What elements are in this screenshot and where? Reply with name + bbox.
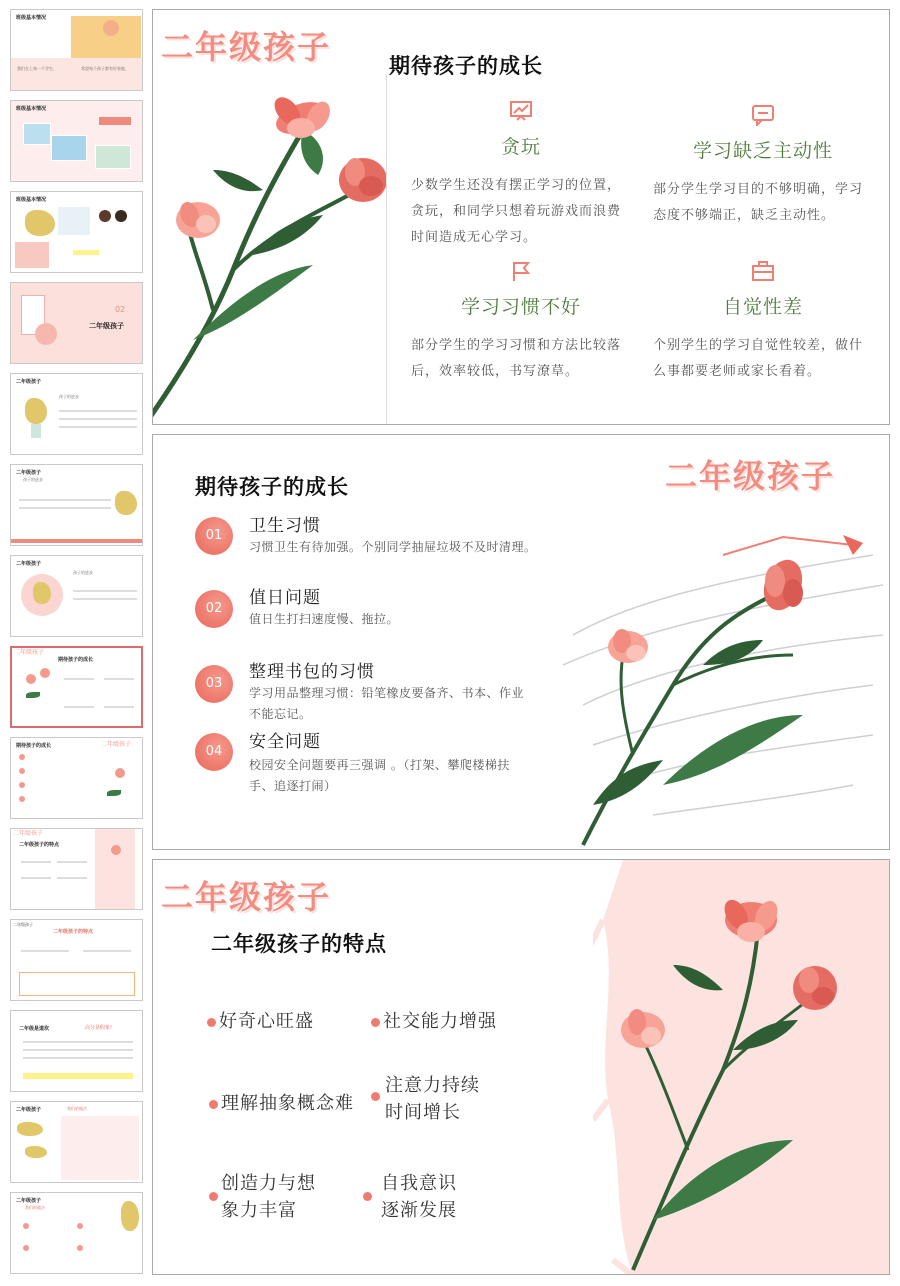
thumb-title: 二年级孩子	[16, 561, 42, 567]
thumb-line	[21, 877, 51, 879]
slide-thumbnail-2[interactable]	[10, 100, 143, 182]
slide-title: 二年级孩子的特点	[211, 932, 387, 956]
thumb-title: 期待孩子的成长	[58, 657, 94, 663]
bullet-dot	[371, 1092, 380, 1101]
item-heading: 贪玩	[500, 136, 541, 158]
trait-item	[219, 1008, 314, 1035]
thumb-subtitle: 孩子的进步	[59, 394, 79, 399]
thumb-flower	[115, 768, 125, 778]
slide-thumbnail-14[interactable]	[10, 1192, 143, 1274]
item-heading: 自觉性差	[722, 296, 803, 318]
item-number-badge: 02	[195, 590, 233, 628]
bullet-dot	[207, 1018, 216, 1027]
thumb-title: 班级基本情况	[16, 197, 47, 203]
thumb-kid	[99, 210, 111, 222]
thumb-flowers	[33, 582, 51, 604]
thumb-kid	[115, 210, 127, 222]
thumb-vine	[25, 1146, 47, 1158]
trait-line: 逐渐发展	[381, 1200, 457, 1221]
thumb-flower	[26, 674, 36, 684]
bullet-dot	[371, 1018, 380, 1027]
thumb-title: 二年级孩子	[16, 470, 42, 476]
brand-title: 二年级孩子	[665, 457, 836, 495]
thumb-vine	[17, 1122, 43, 1136]
thumb-title: 班级基本情况	[16, 15, 47, 21]
trait-item	[383, 1008, 497, 1035]
trait-line: 自我意识	[381, 1173, 457, 1194]
item-heading: 学习习惯不好	[460, 296, 581, 318]
slide-characteristics[interactable]	[152, 859, 890, 1275]
thumb-flowers	[115, 491, 137, 515]
pink-flower-sketch-illustration	[553, 515, 890, 850]
thumb-line	[104, 706, 134, 708]
item-description: 部分学生学习目的不够明确，学习态度不够端正，缺乏主动性。	[653, 182, 864, 223]
thumb-text: 我们在上每一个学生，	[17, 66, 57, 71]
thumb-badge	[99, 117, 131, 125]
slide-thumbnail-12[interactable]	[10, 1010, 143, 1092]
thumb-photo	[95, 145, 131, 169]
item-poor-self-discipline	[653, 260, 873, 385]
thumb-subtitle: 我们的做法	[67, 1106, 87, 1111]
thumb-badge: 高分是假象!	[85, 1025, 113, 1031]
thumb-line	[19, 499, 111, 501]
trait-item	[221, 1170, 316, 1224]
pink-flower-illustration	[153, 70, 388, 425]
thumb-number: 02	[115, 305, 126, 314]
thumb-num	[23, 1245, 29, 1251]
trait-line: 创造力与想	[221, 1173, 316, 1194]
thumb-subtitle: 孩子的进步	[23, 477, 43, 482]
thumb-line	[23, 1041, 133, 1043]
thumb-title: 二年级孩子的特点	[53, 929, 94, 935]
pink-flower-illustration	[593, 870, 890, 1275]
thumb-line	[104, 678, 134, 680]
item-description: 少数学生还没有摆正学习的位置，贪玩，和同学只想着玩游戏而浪费时间造成无心学习。	[411, 178, 622, 245]
thumb-line	[23, 1057, 133, 1059]
thumb-brand: 二年级孩子	[13, 922, 33, 927]
thumb-brush	[95, 829, 135, 910]
slide-thumbnail-4[interactable]	[10, 282, 143, 364]
trait-line: 象力丰富	[221, 1200, 297, 1221]
item-tanwan	[411, 100, 631, 251]
thumb-photo	[23, 123, 51, 145]
thumb-photo	[51, 135, 87, 161]
bullet-dot	[209, 1192, 218, 1201]
thumb-title: 二年级孩子	[16, 1107, 42, 1113]
slide-title: 期待孩子的成长	[389, 54, 543, 78]
trait-item	[221, 1090, 354, 1117]
thumb-figure	[103, 20, 119, 36]
brand-title: 二年级孩子	[161, 28, 332, 66]
thumb-highlight	[23, 1073, 133, 1079]
slide-thumbnail-5[interactable]	[10, 373, 143, 455]
thumb-sunflowers	[25, 210, 55, 236]
slide-thumbnail-7[interactable]	[10, 555, 143, 637]
item-heading: 整理书包的习惯	[249, 662, 375, 682]
item-bad-habits	[411, 260, 631, 385]
thumb-panel	[61, 1116, 139, 1180]
thumb-highlight	[73, 250, 99, 255]
item-heading: 卫生习惯	[249, 516, 321, 536]
item-description: 部分学生的学习习惯和方法比较落后，效率较低，书写潦草。	[411, 338, 622, 379]
thumb-line	[23, 1049, 133, 1051]
slide-title: 期待孩子的成长	[195, 475, 349, 499]
slide-thumbnail-1[interactable]	[10, 9, 143, 91]
thumb-flower	[111, 845, 121, 855]
thumb-subtitle: 我们的做法	[25, 1205, 45, 1210]
thumb-text: 希望每个孩子都有好家庭，	[81, 66, 129, 71]
thumb-flower	[40, 668, 50, 678]
item-description: 学习用品整理习惯：铅笔橡皮要备齐、书本、作业不能忘记。	[249, 686, 525, 721]
trait-line: 社交能力增强	[383, 1011, 497, 1032]
thumb-line	[64, 706, 94, 708]
item-description: 个别学生的学习自觉性较差，做什么事都要老师或家长看着。	[653, 338, 864, 379]
bullet-dot	[209, 1100, 218, 1109]
thumb-line	[59, 418, 137, 420]
thumb-subtitle: 孩子的进步	[73, 570, 93, 575]
thumb-line	[57, 877, 87, 879]
thumb-photo	[57, 206, 91, 236]
item-description: 习惯卫生有待加强。个别同学抽屉垃圾不及时清理。	[249, 540, 537, 554]
briefcase-icon	[751, 260, 775, 282]
thumb-title: 二年级孩子	[89, 322, 124, 330]
trait-line: 理解抽象概念难	[221, 1093, 354, 1114]
slide-thumbnail-10[interactable]	[10, 828, 143, 910]
thumb-leaf	[107, 790, 121, 796]
thumb-line	[64, 678, 94, 680]
thumb-hand	[15, 242, 49, 268]
thumb-title: 班级基本情况	[16, 106, 47, 112]
item-heading: 安全问题	[249, 732, 321, 752]
item-number-badge: 04	[195, 733, 233, 771]
thumb-line	[59, 410, 137, 412]
thumb-vine	[121, 1201, 139, 1231]
thumb-line	[73, 598, 137, 600]
thumb-num	[77, 1223, 83, 1229]
thumb-title: 二年级孩子	[16, 379, 42, 385]
thumb-face	[35, 323, 57, 345]
thumb-num	[19, 782, 25, 788]
thumb-line	[21, 950, 69, 952]
brand-title: 二年级孩子	[161, 878, 332, 916]
thumb-title: 期待孩子的成长	[16, 743, 52, 749]
thumb-line	[57, 861, 87, 863]
trait-line: 好奇心旺盛	[219, 1011, 314, 1032]
thumb-band	[11, 58, 143, 91]
thumb-line	[59, 426, 137, 428]
trait-item	[381, 1170, 457, 1224]
item-heading: 值日问题	[249, 588, 321, 608]
flag-icon	[509, 260, 533, 282]
thumb-flowers	[25, 398, 47, 424]
thumb-line	[73, 590, 137, 592]
thumb-line	[21, 861, 51, 863]
bullet-dot	[363, 1192, 372, 1201]
item-number-badge: 03	[195, 665, 233, 703]
thumb-num	[19, 796, 25, 802]
thumb-brand: 二年级孩子	[101, 741, 132, 748]
chat-icon	[751, 104, 775, 126]
vertical-divider	[386, 74, 387, 424]
thumb-line	[83, 950, 131, 952]
slide-thumbnail-11[interactable]	[10, 919, 143, 1001]
item-heading: 学习缺乏主动性	[692, 140, 833, 162]
thumb-box	[19, 972, 135, 996]
trait-item	[385, 1072, 480, 1126]
thumb-leaf	[26, 692, 40, 698]
thumb-title: 二年级是道坎	[19, 1026, 50, 1032]
thumb-num	[19, 754, 25, 760]
thumb-line	[19, 507, 111, 509]
item-lack-initiative	[653, 104, 873, 229]
slide-expectations-2[interactable]	[152, 434, 890, 850]
slide-thumbnail-9[interactable]	[10, 737, 143, 819]
slide-thumbnail-3[interactable]	[10, 191, 143, 273]
thumb-title: 二年级孩子	[16, 1198, 42, 1204]
item-description: 校园安全问题要再三强调 。（打架、攀爬楼梯扶手、追逐打闹）	[249, 758, 510, 793]
item-number-badge: 01	[195, 517, 233, 555]
trait-line: 时间增长	[385, 1102, 461, 1123]
slide-thumbnail-13[interactable]	[10, 1101, 143, 1183]
trait-line: 注意力持续	[385, 1075, 480, 1096]
slide-thumbnail-6[interactable]	[10, 464, 143, 546]
thumb-brand: 二年级孩子	[13, 830, 44, 837]
chart-icon	[509, 100, 533, 122]
item-description: 值日生打扫速度慢、拖拉。	[249, 612, 400, 626]
thumb-brand: 二年级孩子	[14, 649, 45, 656]
thumb-footer	[11, 539, 143, 543]
slide-expectations-1[interactable]	[152, 9, 890, 425]
thumb-num	[23, 1223, 29, 1229]
slide-thumbnail-panel	[0, 0, 150, 1286]
slide-thumbnail-8[interactable]	[10, 646, 143, 728]
thumb-num	[19, 768, 25, 774]
thumb-title: 二年级孩子的特点	[19, 842, 60, 848]
thumb-vase	[31, 424, 41, 438]
thumb-num	[77, 1245, 83, 1251]
